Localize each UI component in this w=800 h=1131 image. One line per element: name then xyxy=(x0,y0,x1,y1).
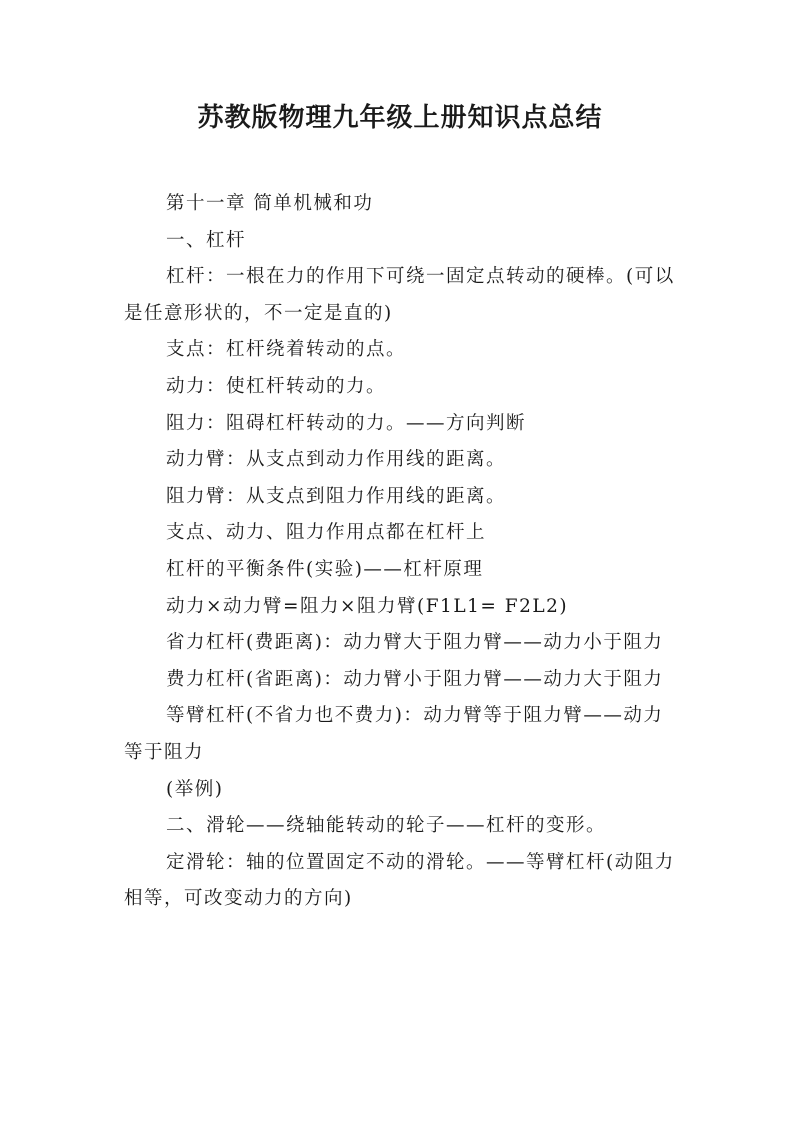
chapter-heading: 第十一章 简单机械和功 xyxy=(166,193,374,214)
paragraph-force-saving-lever: 省力杠杆(费距离)：动力臂大于阻力臂——动力小于阻力 xyxy=(166,632,664,654)
paragraph-lever-definition: 杠杆：一根在力的作用下可绕一固定点转动的硬棒。(可以是任意形状的，不一定是直的) xyxy=(124,266,675,324)
paragraph-points-on-lever: 支点、动力、阻力作用点都在杠杆上 xyxy=(166,522,487,544)
paragraph-effort-arm: 动力臂：从支点到动力作用线的距离。 xyxy=(166,449,507,471)
paragraph-distance-saving-lever: 费力杠杆(省距离)：动力臂小于阻力臂——动力大于阻力 xyxy=(166,668,664,690)
paragraph-balance-condition: 杠杆的平衡条件(实验)——杠杆原理 xyxy=(166,558,484,580)
paragraph-effort: 动力：使杠杆转动的力。 xyxy=(166,375,387,397)
paragraph-fixed-pulley: 定滑轮：轴的位置固定不动的滑轮。——等臂杠杆(动阻力相等，可改变动力的方向) xyxy=(124,851,675,910)
paragraph-examples: (举例) xyxy=(166,778,224,800)
paragraph-equal-arm-lever: 等臂杠杆(不省力也不费力)：动力臂等于阻力臂——动力等于阻力 xyxy=(124,705,664,763)
section-heading-pulley: 二、滑轮——绕轴能转动的轮子——杠杆的变形。 xyxy=(166,815,607,837)
paragraph-resistance: 阻力：阻碍杠杆转动的力。——方向判断 xyxy=(166,412,527,434)
document-title: 苏教版物理九年级上册知识点总结 xyxy=(197,103,603,133)
paragraph-resistance-arm: 阻力臂：从支点到阻力作用线的距离。 xyxy=(166,485,507,507)
section-heading-lever: 一、杠杆 xyxy=(166,229,247,251)
document-body xyxy=(124,186,680,918)
paragraph-lever-formula: 动力×动力臂=阻力×阻力臂(F1L1= F2L2) xyxy=(166,595,569,617)
paragraph-fulcrum: 支点：杠杆绕着转动的点。 xyxy=(166,339,407,361)
